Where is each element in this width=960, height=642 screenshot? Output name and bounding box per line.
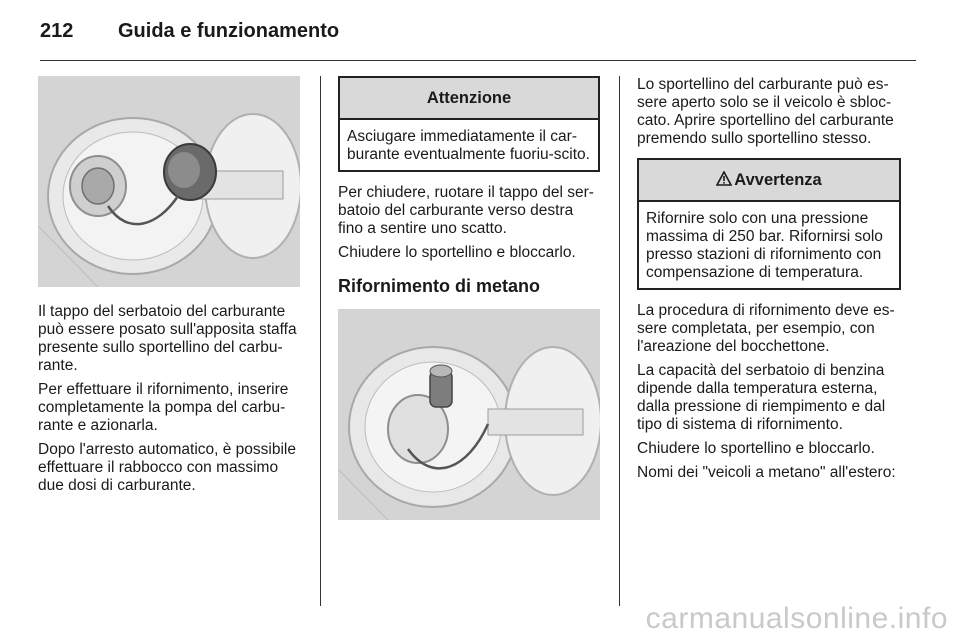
paragraph-refuel-pump: Per effettuare il rifornimento, inserire completamente la pompa del carbu-rante e azionarla. — [38, 381, 289, 434]
warning-header — [639, 160, 899, 202]
watermark: carmanualsonline.info — [645, 602, 948, 635]
column-divider-right — [619, 76, 620, 606]
column-right — [637, 76, 901, 488]
paragraph-topup: Dopo l'arresto automatico, è possibile effettuare il rabbocco con massimo due dosi di carburante. — [38, 441, 296, 494]
warning-title: Avvertenza — [734, 171, 822, 189]
warning-text: Rifornire solo con una pressione massima di 250 bar. Rifornirsi solo presso stazioni di rifornimento con compensazione di temperatura. — [646, 210, 883, 281]
paragraph-close-cap: Per chiudere, ruotare il tappo del ser-batoio del carburante verso destra fino a sentire uno scatto. — [338, 184, 594, 237]
notice-box — [338, 76, 600, 172]
warning-triangle-icon — [716, 161, 732, 201]
page-number: 212 — [40, 20, 74, 42]
paragraph-close-flap: Chiudere lo sportellino e bloccarlo. — [338, 244, 576, 261]
notice-text: Asciugare immediatamente il car-burante eventualmente fuoriu-scito. — [347, 128, 590, 163]
section-heading-cng: Rifornimento di metano — [338, 276, 540, 296]
cng-filler-photo — [338, 309, 600, 520]
paragraph-capacity: La capacità del serbatoio di benzina dipende dalla temperatura esterna, dalla pressione di riempimento e dal tipo di sistema di rifornimento. — [637, 362, 886, 433]
page-title: Guida e funzionamento — [118, 20, 340, 42]
column-left — [38, 76, 300, 501]
paragraph-procedure: La procedura di rifornimento deve es-sere completata, per esempio, con l'areazione del bocchettone. — [637, 302, 895, 355]
fuel-cap-photo — [38, 76, 300, 287]
warning-box — [637, 158, 901, 290]
paragraph-open-flap: Lo sportellino del carburante può es-sere aperto solo se il veicolo è sbloc-cato. Aprire sportellino del carburante premendo sullo sportellino stesso. — [637, 76, 894, 147]
paragraph-cap-placement: Il tappo del serbatoio del carburante può essere posato sull'apposita staffa presente sullo sportellino del carbu-rante. — [38, 303, 297, 374]
column-divider-left — [320, 76, 321, 606]
paragraph-close-flap-2: Chiudere lo sportellino e bloccarlo. — [637, 440, 875, 457]
page-header — [40, 14, 920, 48]
paragraph-foreign-names: Nomi dei "veicoli a metano" all'estero: — [637, 464, 896, 481]
header-divider — [40, 60, 916, 61]
column-middle — [338, 76, 600, 520]
notice-title: Attenzione — [340, 78, 598, 120]
